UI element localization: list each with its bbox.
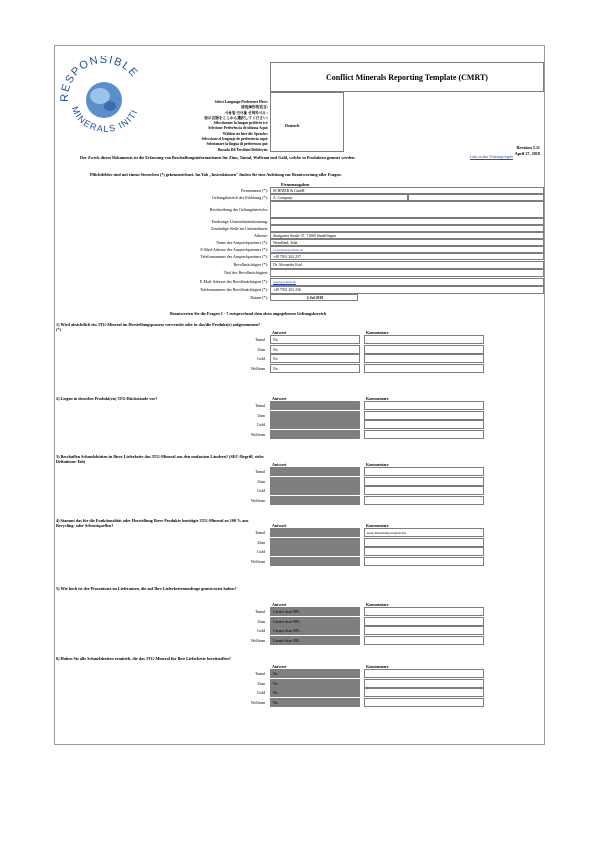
revision-date: April 27, 2018 [514,151,540,156]
answer-cell[interactable] [270,557,360,566]
language-label-line: Select Language Preference Here: [214,100,268,104]
answer-cell[interactable]: Greater than 90% [270,617,360,626]
company-field-value[interactable]: Dr. Alexander Karl [270,261,544,269]
answer-cell[interactable] [270,486,360,495]
metal-label: Gold [257,488,265,493]
company-field-value[interactable]: a.karl@schnier.de [270,278,544,286]
company-field-label: Adresse: [254,233,268,238]
comment-cell[interactable] [364,467,484,476]
mandatory-note: Pflichtfelder sind mit einem Sternchen (*) gekennzeichnet. Im Tab „Instruktionen" finden Sie eine Anleitung zur Beantwortung aller Fragen. [90,172,342,177]
answer-column-header: Antwort [272,330,287,335]
answer-cell[interactable] [270,411,360,420]
company-field-value[interactable]: SCHNIER & GmbH [270,187,544,194]
answer-cell[interactable] [270,467,360,476]
question-text: 6) Haben Sie alle Schmelzhütten ermittelt, die das 3TG-Mineral für Ihre Lieferkette bereitstellen? [56,656,231,661]
language-label-line: 请选择你的语言: [240,105,268,110]
company-field-label: Titel des Bevollmächtigten: [223,270,268,275]
page-title: Conflict Minerals Reporting Template (CMRT) [326,73,488,82]
comment-cell[interactable] [364,411,484,420]
language-label-line: Burada Dil Tercihini Belirleyin: [217,147,268,152]
comment-cell[interactable] [364,607,484,616]
answer-cell[interactable]: No [270,345,360,354]
answer-column-header: Antwort [272,462,287,467]
company-field-value[interactable]: 2 Jul 2018 [270,294,358,301]
revision-label: Revision 5.11 [516,145,540,150]
question-text: 5) Wie hoch ist der Prozentsatz an Lieferanten, die auf Ihre Lieferkettenumfrage geantwortet haben? [56,586,237,591]
company-field-label: Zuständige Stelle im Unternehmen: [211,226,268,231]
metal-label: Tantal [255,403,265,408]
company-field-value[interactable] [270,201,544,218]
metal-label: Zinn [257,346,265,352]
metal-label: Gold [257,549,265,554]
company-field-label: E-Mail-Adresse des Ansprechpartners (*): [200,247,268,252]
company-field-label: Telefonnummer des Ansprechpartners (*): [200,254,268,259]
answer-column-header: Antwort [272,602,287,607]
answer-cell[interactable] [270,420,360,429]
comment-column-header: Kommentare [366,523,389,528]
metal-label: Wolfram [250,497,265,503]
language-label-line: Selecione Preferência de idioma Aqui: [208,126,268,131]
metal-label: Gold [257,356,265,361]
comment-cell[interactable] [364,335,484,344]
metal-label: Gold [257,422,265,427]
company-field-label: E-Mail-Adresse des Bevollmächtigten (*): [199,279,268,284]
company-field-value[interactable]: +49 7031 202 237 [270,253,544,260]
title-box [270,62,544,92]
svg-text:RESPONSIBLE: RESPONSIBLE [58,56,141,103]
comment-cell[interactable] [364,477,484,486]
comment-cell[interactable] [364,688,484,697]
language-label-line: Seleccione el lenguaje de preferencia aqui: [201,137,268,142]
language-label-line: Wählen sie hier die Sprache: [222,131,268,136]
intro-text: Der Zweck dieses Dokuments ist die Erfassung von Beschaffungsinformationen für Zinn, Tantal, Wolfram und Gold, welche in Produkten genutzt werden. [80,155,356,160]
answer-cell[interactable] [270,430,360,439]
comment-cell[interactable] [364,547,484,556]
company-field-value[interactable]: j.wendland@schnier.de [270,246,544,253]
comment-cell[interactable] [364,636,484,645]
language-value: Deutsch [285,123,300,128]
metal-label: Zinn [257,478,265,484]
comment-cell[interactable] [364,401,484,410]
metal-label: Wolfram [250,699,265,705]
answer-cell[interactable] [270,547,360,556]
comment-cell[interactable] [364,420,484,429]
comment-cell[interactable] [364,538,484,547]
metal-label: Tantal [255,337,265,342]
metal-label: Tantal [255,469,265,474]
answer-cell[interactable]: Greater than 90% [270,607,360,616]
question-text: 4) Stammt das für die Funktionalität oder Herstellung Ihrer Produkte benötigte 3TG-Mineral zu 100 % aus Recycling- oder Schrottquellen? [56,518,249,529]
metal-label: Wolfram [250,365,265,371]
company-field-label: Eindeutige Unternehmenskennung: [211,219,268,224]
answer-cell[interactable]: No [270,354,360,363]
comment-column-header: Kommentare [366,330,389,335]
comment-cell[interactable] [364,486,484,495]
metal-label: Zinn [257,618,265,624]
answer-cell[interactable]: No [270,688,360,697]
company-field-value[interactable] [270,218,544,225]
metal-label: Wolfram [250,558,265,564]
metal-label: Tantal [255,671,265,676]
answer-cell[interactable]: Greater than 90% [270,626,360,635]
comment-cell[interactable] [364,354,484,363]
comment-column-header: Kommentare [366,462,389,467]
company-field-label: Beschreibung des Geltungsbereichs: [209,207,268,212]
company-field-label: Telefonnummer des Bevollmächtigten (*): [199,287,268,292]
answer-cell[interactable]: No [270,669,360,678]
metal-label: Tantal [255,609,265,614]
company-field-value[interactable] [270,225,544,232]
company-field-label: Firmenname (*): [241,188,268,193]
scope-extra-cell[interactable] [408,194,544,201]
metal-label: Wolfram [250,431,265,437]
language-label-line: 表示言語をここから選択してください: [204,115,268,120]
answer-cell[interactable]: Greater than 90% [270,636,360,645]
question-text: 3) Beschaffen Schmelzhütten in Ihrer Lieferkette das 3TG-Mineral aus den umfassten Ländern? (SEC-Begriff, siehe Definitions-Tab) [56,454,264,465]
comment-cell[interactable] [364,345,484,354]
comment-column-header: Kommentare [366,602,389,607]
company-field-label: Geltungsbereich der Erklärung (*): [211,195,268,200]
answer-column-header: Antwort [272,664,287,669]
company-field-label: Name des Ansprechpartners (*): [216,240,268,245]
metal-label: Wolfram [250,637,265,643]
metal-label: Zinn [257,539,265,545]
company-section-title: Firmenangaben [281,182,310,187]
metal-label: Zinn [257,412,265,418]
answer-cell[interactable] [270,538,360,547]
language-select[interactable] [270,92,344,152]
comment-column-header: Kommentare [366,664,389,669]
company-field-label: Bevollmächtigter (*): [233,262,268,267]
comment-cell[interactable] [364,496,484,505]
answer-cell[interactable] [270,477,360,486]
company-field-value[interactable]: Stuttgarter Straße 37, 71069 Sindelfingen [270,232,544,239]
metal-label: Gold [257,690,265,695]
company-field-value[interactable]: Wendland, Julia [270,239,544,246]
comment-cell[interactable]: keine Beurteilung möglich/tbd [364,528,484,537]
company-field-value[interactable]: A. Company [270,194,408,201]
rmi-logo [56,56,152,136]
comment-cell[interactable] [364,617,484,626]
comment-cell[interactable] [364,626,484,635]
company-field-value[interactable]: +49 7031 202 236 [270,286,544,294]
answer-cell[interactable] [270,401,360,410]
company-field-value[interactable] [270,269,544,277]
metal-label: Zinn [257,680,265,686]
answer-cell[interactable]: No [270,335,360,344]
answer-cell[interactable] [270,528,360,537]
comment-cell[interactable] [364,557,484,566]
language-labels [150,100,268,153]
answer-cell[interactable]: No [270,679,360,688]
answer-cell[interactable] [270,496,360,505]
company-field-label: Datum (*): [250,295,268,300]
svg-text:MINERALS INITIATIVE: MINERALS INITI [69,104,140,134]
question-text: 2) Liegen in dem/den Produkt(en) 3TG-Rückstände vor? [56,396,158,401]
comment-cell[interactable] [364,679,484,688]
comment-cell[interactable] [364,364,484,373]
comment-cell[interactable] [364,430,484,439]
language-label-line: Sélectionner la langue préférée ici: [213,121,268,126]
comment-column-header: Kommentare [366,396,389,401]
terms-link[interactable]: Link zu den Nutzungsregeln [470,155,514,159]
comment-cell[interactable] [364,698,484,707]
metal-label: Tantal [255,530,265,535]
answer-cell[interactable]: No [270,364,360,373]
answer-cell[interactable]: No [270,698,360,707]
question-text: 1) Wird absichtlich ein 3TG-Mineral im Herstellungsprozess verwendet oder in das/die Produkt(e) aufgenommen? (*) [56,322,261,333]
questions-heading: Beantworten Sie die Fragen 1 - 7 entsprechend dem oben angegebenen Geltungsbereich [170,311,327,316]
language-label-line: Selezionare la lingua di preferenza qui: [206,142,268,147]
answer-column-header: Antwort [272,523,287,528]
comment-cell[interactable] [364,669,484,678]
rmi-logo-graphic [56,56,152,136]
language-label-line: 사용할 언어를 선택하시오 : [224,110,268,115]
metal-label: Gold [257,628,265,633]
answer-column-header: Antwort [272,396,287,401]
